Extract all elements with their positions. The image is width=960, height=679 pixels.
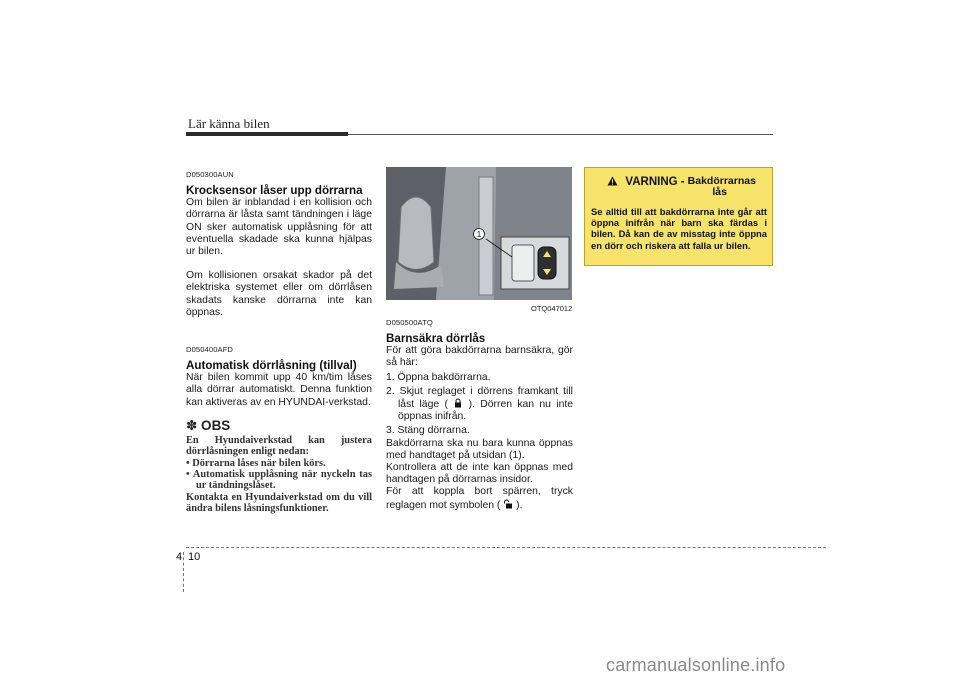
obs-note xyxy=(186,435,372,515)
chapter-number: 4 xyxy=(176,551,183,563)
paragraph: För att göra bakdörrarna barnsäkra, gör så här: xyxy=(386,345,573,369)
warning-text: Se alltid till att bakdörrarna inte går att öppna inifrån när barn ska färdas i bilen. Då kan de av misstag inte öppna en dörr och riskera att falla ur bilen. xyxy=(591,206,767,251)
paragraph: Bakdörrarna ska nu bara kunna öppnas med handtaget på utsidan (1). xyxy=(386,437,573,461)
door-lock-illustration xyxy=(386,167,572,300)
running-header: Lär känna bilen xyxy=(188,116,270,131)
step-text: ). Dörren kan nu inte öppnas inifrån. xyxy=(398,399,574,423)
obs-bullet: • Dörrarna låses när bilen körs. xyxy=(186,457,326,469)
section-heading: Automatisk dörrlåsning (tillval) xyxy=(186,359,357,373)
footer-divider xyxy=(183,552,184,592)
door-lock-photo xyxy=(386,167,572,300)
header-rule-thick xyxy=(186,132,348,136)
step xyxy=(386,386,573,424)
paragraph: Om kollisionen orsakat skador på det elektriska systemet eller om dörrlåsen skadats kanske dörrarna inte kan öppnas. xyxy=(186,270,372,318)
image-code: OTQ047012 xyxy=(531,304,573,313)
page-number: 10 xyxy=(188,551,201,563)
obs-bullet: • Automatisk upplåsning när nyckeln tas ur tändningslåset. xyxy=(186,469,372,492)
section-code: D050500ATQ xyxy=(386,318,433,327)
left-column xyxy=(186,169,372,515)
obs-title: ✽ OBS xyxy=(186,417,231,433)
section-heading: Krocksensor låser upp dörrarna xyxy=(186,184,363,198)
paragraph xyxy=(386,486,573,511)
paragraph: Kontrollera att de inte kan öppnas med handtagen på dörrarnas insidor. xyxy=(386,462,573,486)
unlock-icon xyxy=(503,499,513,509)
section-code: D050400AFD xyxy=(186,345,234,355)
step: 3. Stäng dörrarna. xyxy=(386,425,470,437)
middle-column xyxy=(386,317,573,512)
obs-outro: Kontakta en Hyundaiverkstad om du vill ändra bilens låsningsfunktioner. xyxy=(186,491,372,515)
warning-box xyxy=(584,167,773,266)
footer-rule xyxy=(186,547,826,548)
section-heading: Barnsäkra dörrlås xyxy=(386,332,486,346)
step: 1. Öppna bakdörrarna. xyxy=(386,371,491,383)
lock-icon xyxy=(453,398,463,408)
paragraph-text: ). xyxy=(516,499,523,511)
paragraph-text: För att koppla bort spärren, tryck reglagen mot symbolen ( xyxy=(386,486,573,511)
warning-subject: Bakdörrarnas lås xyxy=(687,175,756,198)
warning-triangle-icon xyxy=(607,176,618,186)
site-watermark: carmanualsonline.info xyxy=(606,655,786,675)
warning-title xyxy=(585,176,774,198)
step-text: 2. Skjut reglaget i dörrens framkant till låst läge ( xyxy=(386,385,573,411)
section-code: D050300AUN xyxy=(186,170,234,179)
callout-number: 1 xyxy=(476,230,482,239)
header-rule-thin xyxy=(348,134,773,135)
warning-label: VARNING - xyxy=(625,176,685,188)
paragraph: När bilen kommit upp 40 km/tim låses alla dörrar automatiskt. Denna funktion kan aktiveras av en HYUNDAI-verkstad. xyxy=(186,372,372,408)
paragraph: Om bilen är inblandad i en kollision och dörrarna är låsta samt tändningen i läge ON sker automatisk upplåsning för att eventuella skadade ska kunna hjälpas ur bilen. xyxy=(186,197,372,258)
obs-intro: En Hyundaiverkstad kan justera dörrlåsningen enligt nedan: xyxy=(186,434,372,458)
